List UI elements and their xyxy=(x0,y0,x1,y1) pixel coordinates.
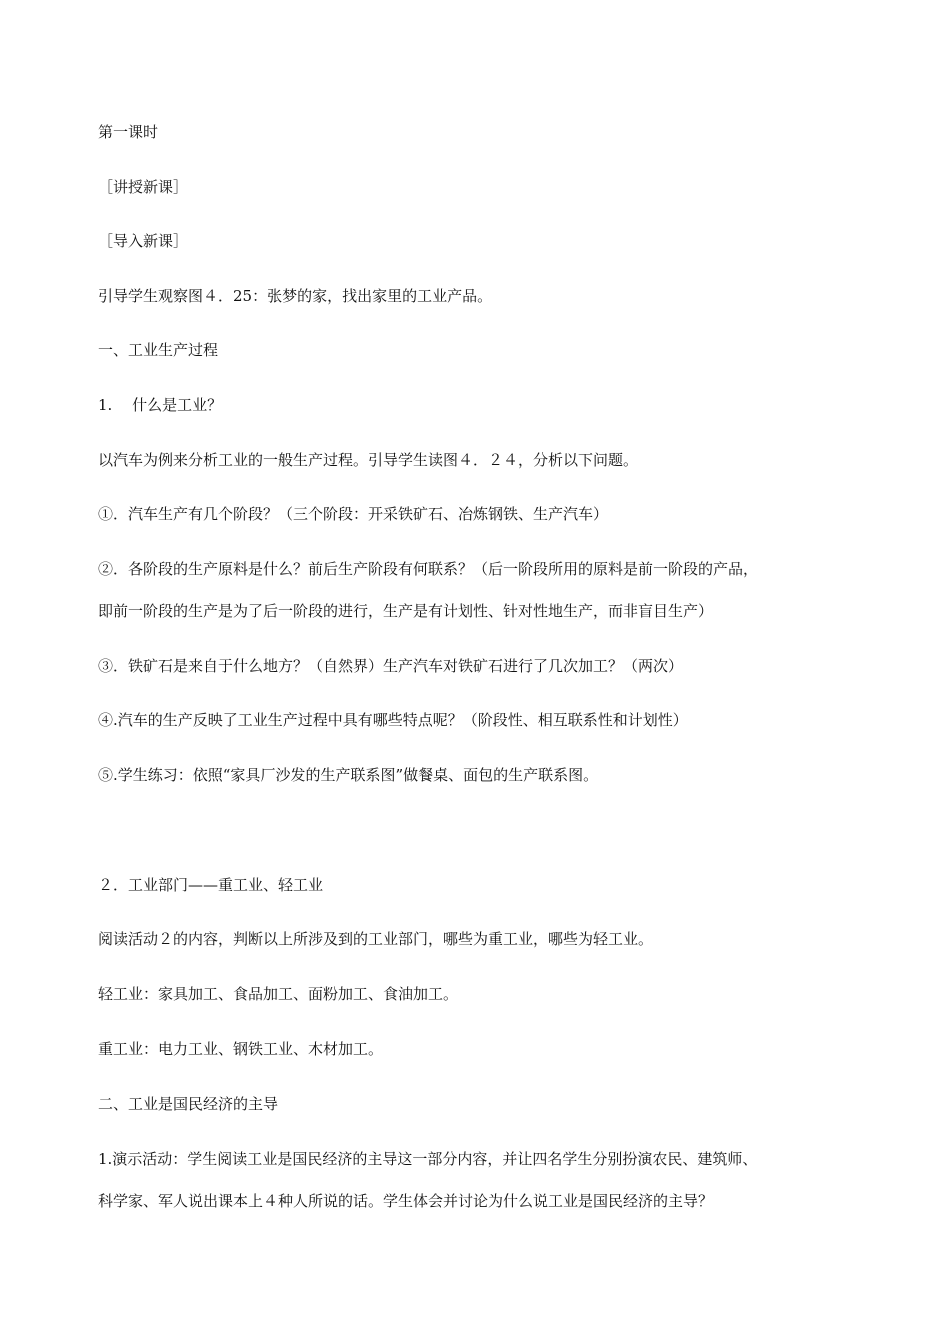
heading-industry-leading-role: 二、工业是国民经济的主导 xyxy=(98,1095,279,1113)
paragraph-demo-activity: 1.演示活动：学生阅读工业是国民经济的主导这一部分内容，并让四名学生分别扮演农民、建筑师、 xyxy=(98,1150,758,1168)
lesson-period-heading: 第一课时 xyxy=(98,123,159,141)
question-item-2: ②．各阶段的生产原料是什么？前后生产阶段有何联系？（后一阶段所用的原料是前一阶段的产品， xyxy=(98,560,759,578)
section-label-lecture: ［讲授新课］ xyxy=(98,178,189,196)
paragraph-car-example: 以汽车为例来分析工业的一般生产过程。引导学生读图４．２４，分析以下问题。 xyxy=(98,451,639,469)
question-item-4: ④.汽车的生产反映了工业生产过程中具有哪些特点呢？（阶段性、相互联系性和计划性） xyxy=(98,711,688,729)
question-item-2-continued: 即前一阶段的生产是为了后一阶段的进行，生产是有计划性、针对性地生产，而非盲目生产） xyxy=(98,602,714,620)
subheading-what-is-industry: 1. 什么是工业？ xyxy=(98,396,223,414)
subheading-industry-sectors: ２．工业部门——重工业、轻工业 xyxy=(98,876,324,894)
question-item-5: ⑤.学生练习：依照“家具厂沙发的生产联系图”做餐桌、面包的生产联系图。 xyxy=(98,766,599,784)
question-item-1: ①．汽车生产有几个阶段？（三个阶段：开采铁矿石、冶炼钢铁、生产汽车） xyxy=(98,505,609,523)
paragraph-light-industry: 轻工业：家具加工、食品加工、面粉加工、食油加工。 xyxy=(98,985,459,1003)
paragraph-activity-2: 阅读活动２的内容，判断以上所涉及到的工业部门，哪些为重工业，哪些为轻工业。 xyxy=(98,930,654,948)
paragraph-intro: 引导学生观察图４．25：张梦的家，找出家里的工业产品。 xyxy=(98,287,493,305)
section-label-introduction: ［导入新课］ xyxy=(98,232,189,250)
question-item-3: ③．铁矿石是来自于什么地方？（自然界）生产汽车对铁矿石进行了几次加工？（两次） xyxy=(98,657,684,675)
paragraph-heavy-industry: 重工业：电力工业、钢铁工业、木材加工。 xyxy=(98,1040,384,1058)
heading-industrial-process: 一、工业生产过程 xyxy=(98,341,219,359)
paragraph-demo-activity-continued: 科学家、军人说出课本上４种人所说的话。学生体会并讨论为什么说工业是国民经济的主导？ xyxy=(98,1192,714,1210)
